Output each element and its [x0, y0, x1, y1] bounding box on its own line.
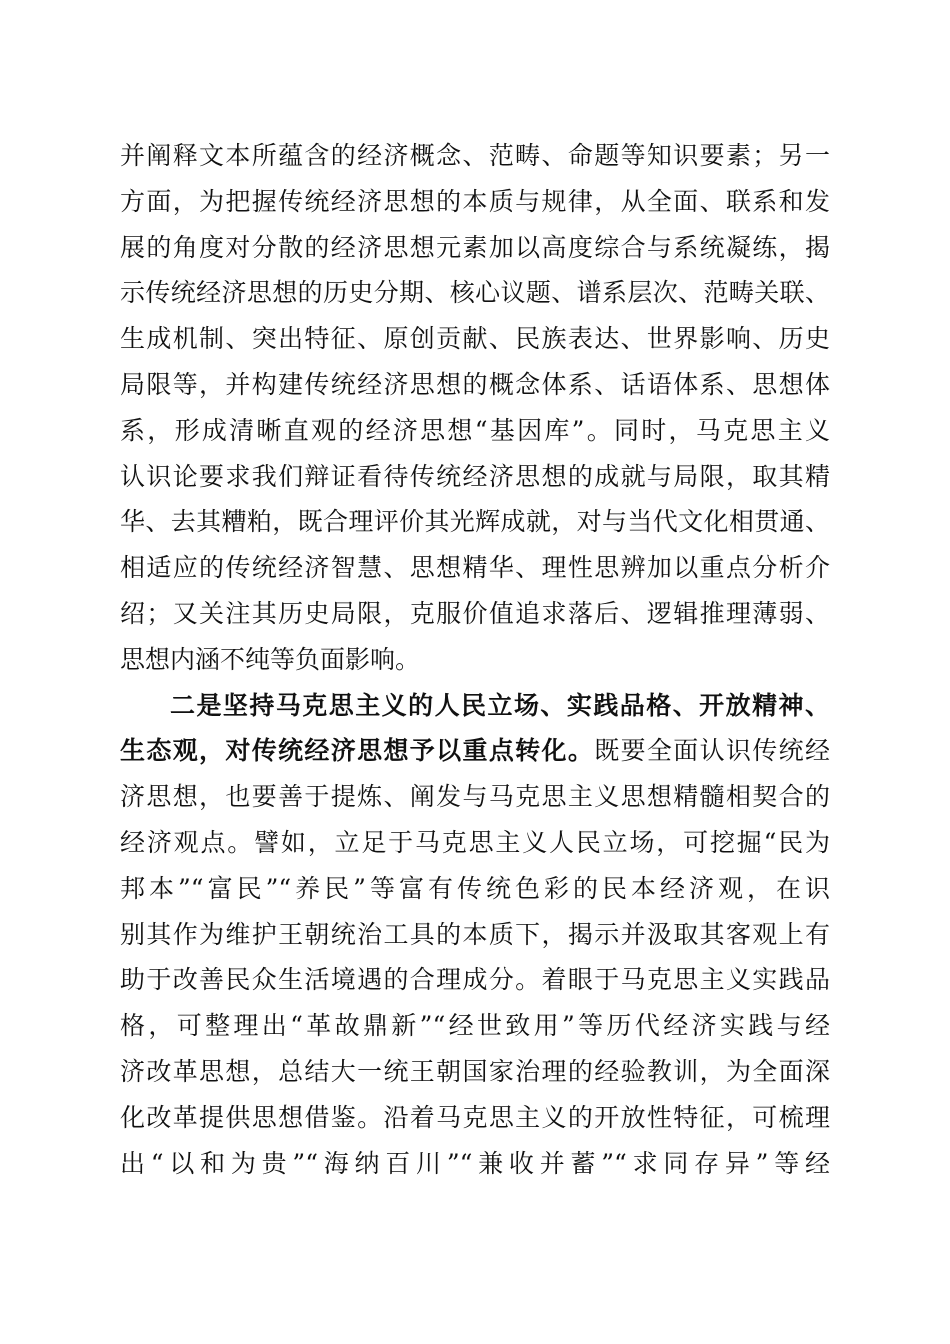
- text-line: 系，形成清晰直观的经济思想“基因库”。同时，马克思主义: [120, 415, 830, 445]
- text-line: 生成机制、突出特征、原创贡献、民族表达、世界影响、历史: [120, 324, 830, 354]
- text-line: 认识论要求我们辩证看待传统经济思想的成就与局限，取其精: [120, 461, 830, 491]
- paragraph-heading-tail: 生态观，对传统经济思想予以重点转化。: [120, 736, 595, 766]
- text-line: 出“以和为贵”“海纳百川”“兼收并蓄”“求同存异”等经: [120, 1148, 830, 1178]
- body-text: [120, 133, 830, 1186]
- text-line: 华、去其糟粕，既合理评价其光辉成就，对与当代文化相贯通、: [120, 507, 830, 537]
- paragraph-heading-line: 二是坚持马克思主义的人民立场、实践品格、开放精神、: [170, 690, 830, 720]
- text-line: [120, 728, 830, 774]
- text-segment: 既要全面认识传统经: [594, 736, 830, 766]
- text-line: 方面，为把握传统经济思想的本质与规律，从全面、联系和发: [120, 186, 830, 216]
- text-line: 绍；又关注其历史局限，克服价值追求落后、逻辑推理薄弱、: [120, 598, 830, 628]
- text-line: 经济观点。譬如，立足于马克思主义人民立场，可挖掘“民为: [120, 827, 830, 857]
- text-line: 示传统经济思想的历史分期、核心议题、谱系层次、范畴关联、: [120, 278, 830, 308]
- text-line: 济思想，也要善于提炼、阐发与马克思主义思想精髓相契合的: [120, 782, 830, 812]
- text-line: 助于改善民众生活境遇的合理成分。着眼于马克思主义实践品: [120, 965, 830, 995]
- text-line: 展的角度对分散的经济思想元素加以高度综合与系统凝练，揭: [120, 232, 830, 262]
- text-line: 别其作为维护王朝统治工具的本质下，揭示并汲取其客观上有: [120, 919, 830, 949]
- text-line: 济改革思想，总结大一统王朝国家治理的经验教训，为全面深: [120, 1056, 830, 1086]
- text-line: 化改革提供思想借鉴。沿着马克思主义的开放性特征，可梳理: [120, 1102, 830, 1132]
- text-line: 并阐释文本所蕴含的经济概念、范畴、命题等知识要素；另一: [120, 141, 830, 170]
- text-line: 格，可整理出“革故鼎新”“经世致用”等历代经济实践与经: [120, 1011, 830, 1041]
- text-line: 邦本”“富民”“养民”等富有传统色彩的民本经济观，在识: [120, 873, 830, 903]
- text-line: 局限等，并构建传统经济思想的概念体系、话语体系、思想体: [120, 369, 830, 399]
- text-line: 相适应的传统经济智慧、思想精华、理性思辨加以重点分析介: [120, 553, 830, 583]
- text-line: 思想内涵不纯等负面影响。: [120, 644, 421, 674]
